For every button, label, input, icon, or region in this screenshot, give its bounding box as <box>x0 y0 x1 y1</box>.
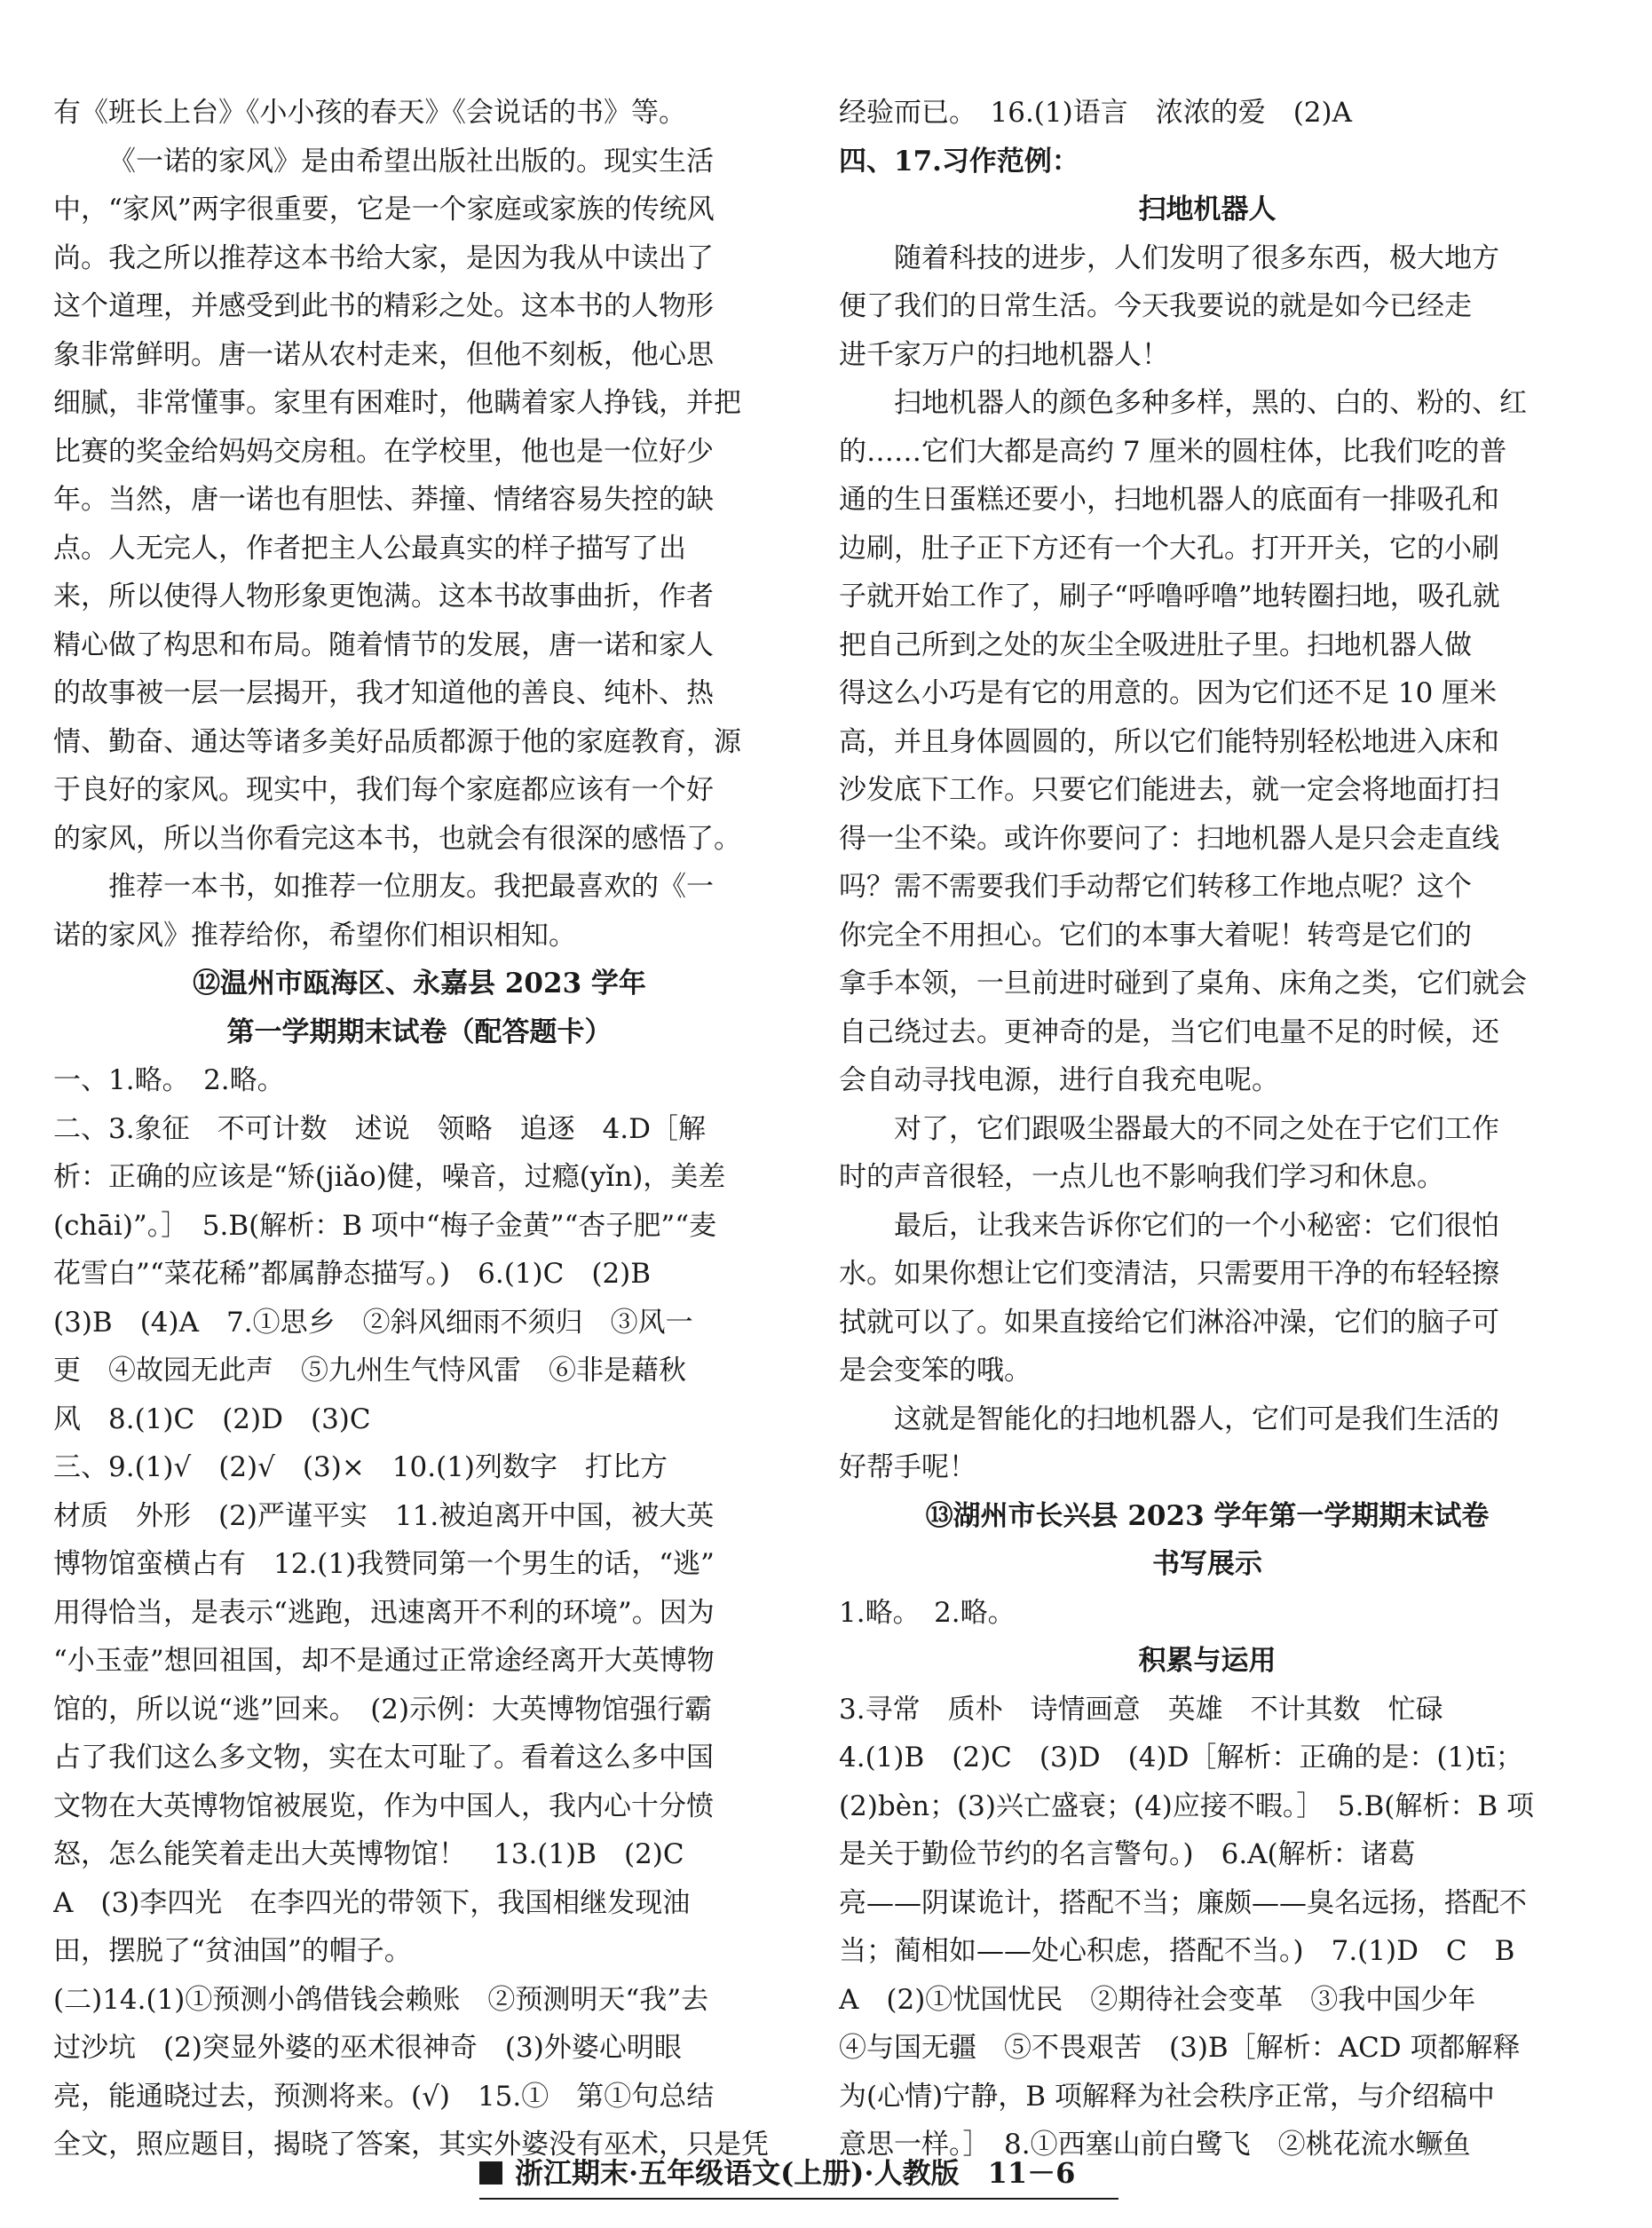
text-line: 花雪白”“菜花稀”都属静态描写。) 6.(1)C (2)B <box>53 1258 652 1290</box>
text-line: 于良好的家风。现实中，我们每个家庭都应该有一个好 <box>53 774 714 806</box>
text-line: 亮，能通晓过去，预测将来。(√) 15.① 第①句总结 <box>53 2080 715 2113</box>
text-line: 时的声音很轻，一点儿也不影响我们学习和休息。 <box>839 1161 1444 1193</box>
text-line: 年。当然，唐一诺也有胆怯、莽撞、情绪容易失控的缺 <box>53 484 714 516</box>
text-line: 得一尘不染。或许你要问了：扫地机器人是只会走直线 <box>839 822 1499 855</box>
text-line: 情、勤奋、通达等诸多美好品质都源于他的家庭教育，源 <box>53 725 741 758</box>
text-line: 的故事被一层一层揭开，我才知道他的善良、纯朴、热 <box>53 677 714 709</box>
text-line: “小玉壶”想回祖国，却不是通过正常途经离开大英博物 <box>53 1645 715 1677</box>
text-line: 风 8.(1)C (2)D (3)C <box>53 1402 371 1435</box>
text-line: 便了我们的日常生活。今天我要说的就是如今已经走 <box>839 290 1472 322</box>
text-line: 文物在大英博物馆被展览，作为中国人，我内心十分愤 <box>53 1790 714 1822</box>
section-heading: 第一学期期末试卷（配答题卡） <box>226 1015 613 1048</box>
subsection-heading: 书写展示 <box>1152 1548 1262 1580</box>
text-line: A (3)李四光 在李四光的带领下，我国相继发现油 <box>53 1886 691 1919</box>
square-icon <box>479 2161 502 2185</box>
text-line: 对了，它们跟吸尘器最大的不同之处在于它们工作 <box>894 1112 1499 1145</box>
left-column <box>53 89 786 2169</box>
text-line: 亮——阴谋诡计，搭配不当；廉颇——臭名远扬，搭配不 <box>839 1886 1527 1919</box>
text-line: 占了我们这么多文物，实在太可耻了。看着这么多中国 <box>53 1742 714 1774</box>
text-line: 得这么小巧是有它的用意的。因为它们还不足 10 厘米 <box>839 677 1498 709</box>
text-line: 一、1.略。 2.略。 <box>53 1064 285 1096</box>
text-line: 馆的，所以说“逃”回来。 (2)示例：大英博物馆强行霸 <box>53 1693 713 1726</box>
text-line: 扫地机器人的颜色多种多样，黑的、白的、粉的、红 <box>894 387 1527 419</box>
text-line: 象非常鲜明。唐一诺从农村走来，但他不刻板，他心思 <box>53 338 714 371</box>
text-line: 会自动寻找电源，进行自我充电呢。 <box>839 1064 1279 1096</box>
text-line: (二)14.(1)①预测小鸽借钱会赖账 ②预测明天“我”去 <box>53 1983 709 2016</box>
section-heading: 四、17.习作范例： <box>839 145 1079 178</box>
text-line: 推荐一本书，如推荐一位朋友。我把最喜欢的《一 <box>108 871 714 903</box>
text-line: 《一诺的家风》是由希望出版社出版的。现实生活 <box>108 145 714 178</box>
page-footer <box>479 2146 1190 2200</box>
text-line: (chāi)”。］ 5.B(解析：B 项中“梅子金黄”“杏子肥”“麦 <box>53 1209 717 1242</box>
section-heading: ⑫温州市瓯海区、永嘉县 2023 学年 <box>193 968 646 999</box>
text-line: 用得恰当，是表示“逃跑，迅速离开不利的环境”。因为 <box>53 1596 715 1629</box>
text-line: 全文，照应题目，揭晓了答案，其实外婆没有巫术，只是凭 <box>53 2129 769 2161</box>
text-line: 点。人无完人，作者把主人公最真实的样子描写了出 <box>53 532 686 565</box>
text-line: 的……它们大都是高约 7 厘米的圆柱体，比我们吃的普 <box>839 435 1507 468</box>
text-line: 好帮手呢！ <box>839 1451 976 1483</box>
text-line: 吗？需不需要我们手动帮它们转移工作地点呢？这个 <box>839 871 1472 903</box>
text-line: 是关于勤俭节约的名言警句。) 6.A(解析：诸葛 <box>839 1838 1416 1870</box>
text-line: (2)bèn；(3)兴亡盛衰；(4)应接不暇。］ 5.B(解析：B 项 <box>839 1790 1534 1822</box>
text-line: 诺的家风》推荐给你，希望你们相识相知。 <box>53 919 576 952</box>
right-column <box>839 89 1576 2169</box>
text-line: (3)B (4)A 7.①思乡 ②斜风细雨不须归 ③风一 <box>53 1306 693 1339</box>
text-line: A (2)①忧国忧民 ②期待社会变革 ③我中国少年 <box>839 1983 1476 2016</box>
text-line: 随着科技的进步，人们发明了很多东西，极大地方 <box>894 241 1499 274</box>
text-line: 材质 外形 (2)严谨平实 11.被迫离开中国，被大英 <box>53 1499 715 1532</box>
text-line: 这就是智能化的扫地机器人，它们可是我们生活的 <box>894 1402 1499 1435</box>
text-line: 边刷，肚子正下方还有一个大孔。打开开关，它的小刷 <box>839 532 1499 565</box>
text-line: 水。如果你想让它们变清洁，只需要用干净的布轻轻擦 <box>839 1258 1499 1290</box>
text-line: 过沙坑 (2)突显外婆的巫术很神奇 (3)外婆心明眼 <box>53 2032 682 2064</box>
footer-text: 浙江期末·五年级语文(上册)·人教版 11－6 <box>515 2156 1076 2190</box>
text-line: 尚。我之所以推荐这本书给大家，是因为我从中读出了 <box>53 241 714 274</box>
text-line: 当；蔺相如——处心积虑，搭配不当。) 7.(1)D C B <box>839 1935 1515 1967</box>
text-line: 有《班长上台》《小小孩的春天》《会说话的书》等。 <box>53 97 686 129</box>
text-line: 二、3.象征 不可计数 述说 领略 追逐 4.D［解 <box>53 1112 707 1145</box>
subsection-heading: 积累与运用 <box>1138 1645 1277 1677</box>
text-line: 1.略。 2.略。 <box>839 1596 1016 1629</box>
text-line: 沙发底下工作。只要它们能进去，就一定会将地面打扫 <box>839 774 1499 806</box>
essay-title: 扫地机器人 <box>1138 194 1277 225</box>
text-line: 3.寻常 质朴 诗情画意 英雄 不计其数 忙碌 <box>839 1693 1443 1726</box>
text-line: 细腻，非常懂事。家里有困难时，他瞒着家人挣钱，并把 <box>53 387 741 419</box>
text-line: 三、9.(1)√ (2)√ (3)× 10.(1)列数字 打比方 <box>53 1451 668 1483</box>
text-line: 博物馆蛮横占有 12.(1)我赞同第一个男生的话，“逃” <box>53 1548 715 1580</box>
text-line: 把自己所到之处的灰尘全吸进肚子里。扫地机器人做 <box>839 628 1472 661</box>
text-line: 最后，让我来告诉你它们的一个小秘密：它们很怕 <box>894 1209 1499 1242</box>
text-line: ④与国无疆 ⑤不畏艰苦 (3)B［解析：ACD 项都解释 <box>839 2032 1521 2064</box>
text-line: 意思一样。］ 8.①西塞山前白鹭飞 ②桃花流水鳜鱼 <box>839 2129 1471 2161</box>
text-line: 进千家万户的扫地机器人！ <box>839 338 1169 371</box>
text-line: 通的生日蛋糕还要小，扫地机器人的底面有一排吸孔和 <box>839 484 1499 516</box>
text-line: 更 ④故园无此声 ⑤九州生气恃风雷 ⑥非是藉秋 <box>53 1355 686 1387</box>
text-line: 高，并且身体圆圆的，所以它们能特别轻松地进入床和 <box>839 725 1499 758</box>
text-line: 来，所以使得人物形象更饱满。这本书故事曲折，作者 <box>53 581 714 612</box>
text-line: 经验而已。 16.(1)语言 浓浓的爱 (2)A <box>839 97 1353 129</box>
text-line: 是会变笨的哦。 <box>839 1355 1032 1387</box>
text-line: 精心做了构思和布局。随着情节的发展，唐一诺和家人 <box>53 628 714 661</box>
section-heading: ⑬湖州市长兴县 2023 学年第一学期期末试卷 <box>925 1499 1490 1532</box>
footer-divider <box>479 2198 1118 2200</box>
text-line: 比赛的奖金给妈妈交房租。在学校里，他也是一位好少 <box>53 435 714 468</box>
text-line: 的家风，所以当你看完这本书，也就会有很深的感悟了。 <box>53 822 741 855</box>
text-line: 子就开始工作了，刷子“呼噜呼噜”地转圈扫地，吸孔就 <box>839 581 1500 612</box>
text-line: 自己绕过去。更神奇的是，当它们电量不足的时候，还 <box>839 1015 1499 1048</box>
text-line: 中，“家风”两字很重要，它是一个家庭或家族的传统风 <box>53 194 715 225</box>
text-line: 拭就可以了。如果直接给它们淋浴冲澡，它们的脑子可 <box>839 1306 1499 1339</box>
text-line: 田，摆脱了“贫油国”的帽子。 <box>53 1935 412 1967</box>
text-line: 怒，怎么能笑着走出大英博物馆！ 13.(1)B (2)C <box>53 1838 684 1870</box>
text-line: 你完全不用担心。它们的本事大着呢！转弯是它们的 <box>839 919 1472 952</box>
text-line: 4.(1)B (2)C (3)D (4)D［解析：正确的是：(1)tī； <box>839 1742 1523 1774</box>
text-line: 拿手本领，一旦前进时碰到了桌角、床角之类，它们就会 <box>839 968 1527 999</box>
text-line: 析：正确的应该是“矫(jiǎo)健，噪音，过瘾(yǐn)，美差 <box>53 1161 726 1193</box>
text-line: 这个道理，并感受到此书的精彩之处。这本书的人物形 <box>53 290 714 322</box>
text-line: 为(心情)宁静，B 项解释为社会秩序正常，与介绍稿中 <box>839 2080 1495 2113</box>
